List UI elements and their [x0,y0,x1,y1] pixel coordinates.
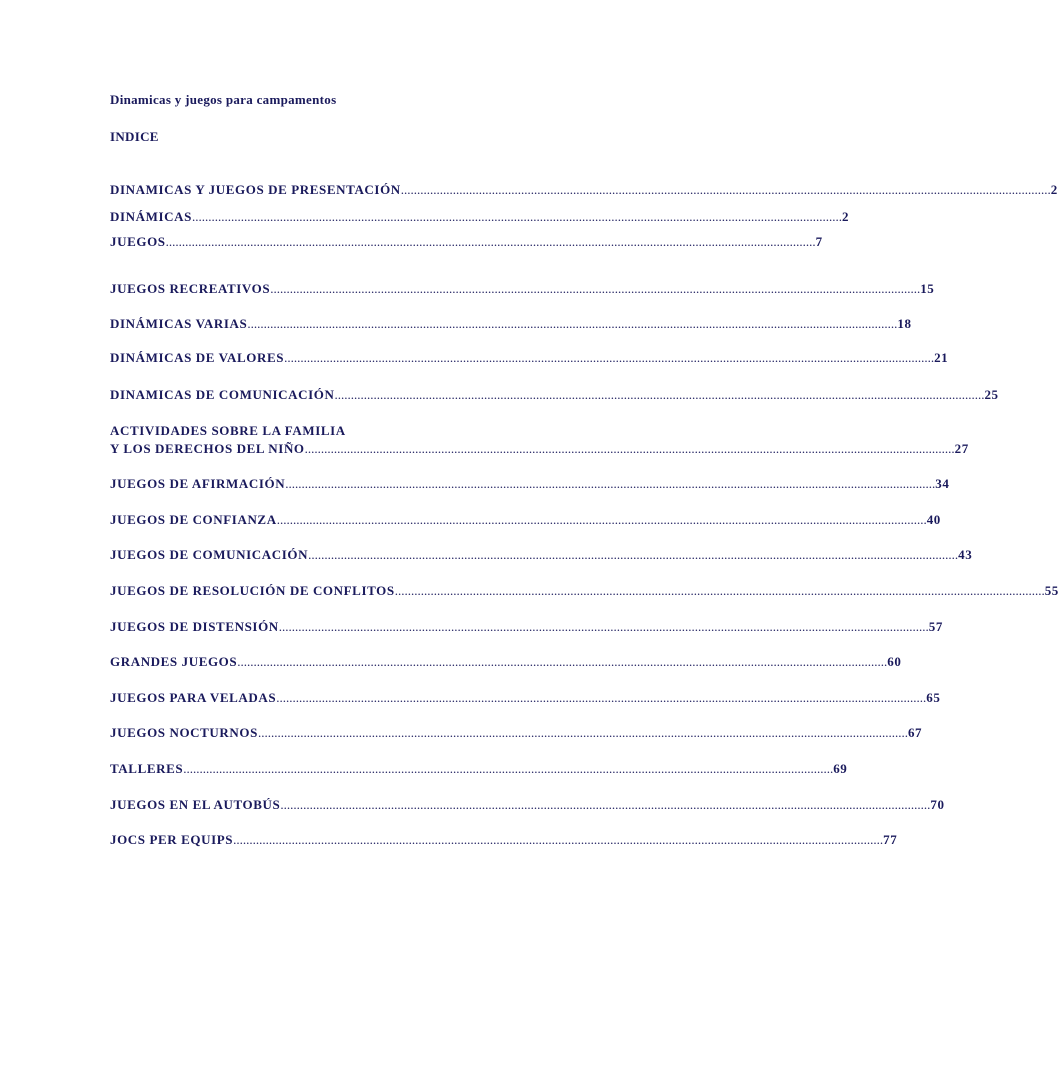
toc-entry-presentacion[interactable] [110,181,1058,199]
toc-entry-page: 55 [1044,583,1059,598]
toc-entry-label: GRANDES JUEGOS [110,654,238,669]
toc-dot-leader: ........................................................................................................................................................................................................ [278,619,929,634]
toc-entry-dinamicas-valores[interactable] [110,349,949,367]
toc-entry-label: JUEGOS DE COMUNICACIÓN [110,547,309,562]
toc-entry-label: JUEGOS EN EL AUTOBÚS [110,797,281,812]
toc-entry-juegos-afirmacion[interactable] [110,475,950,493]
toc-entry-juegos-comunicacion[interactable] [110,546,973,564]
toc-entry-label: JUEGOS NOCTURNOS [110,725,258,740]
toc-entry-page: 69 [833,761,848,776]
toc-dot-leader: ........................................................................................................................................................................................................ [280,797,931,812]
toc-entry-page: 18 [897,316,912,331]
toc-dot-leader: ........................................................................................................................................................................................................ [284,350,935,365]
index-heading: INDICE [110,129,159,144]
toc-entry-page: 40 [926,512,941,527]
toc-entry-label: DINÁMICAS [110,209,192,224]
toc-dot-leader: ........................................................................................................................................................................................................ [400,182,1051,197]
toc-entry-page: 21 [934,350,949,365]
toc-entry-label: JUEGOS DE DISTENSIÓN [110,619,279,634]
toc-dot-leader: ........................................................................................................................................................................................................ [191,209,842,224]
toc-dot-leader: ........................................................................................................................................................................................................ [304,441,955,456]
toc-entry-label: DINÁMICAS DE VALORES [110,350,285,365]
toc-entry-label: DINAMICAS DE COMUNICACIÓN [110,387,335,402]
toc-dot-leader: ........................................................................................................................................................................................................ [334,387,985,402]
toc-entry-label: JUEGOS RECREATIVOS [110,281,271,296]
toc-entry-page: 57 [928,619,943,634]
toc-dot-leader: ........................................................................................................................................................................................................ [394,583,1045,598]
toc-dot-leader: ........................................................................................................................................................................................................ [247,316,898,331]
document-title: Dinamicas y juegos para campamentos [110,92,337,107]
toc-entry-juegos-distension[interactable] [110,618,943,636]
toc-entry-page: 34 [935,476,950,491]
toc-entry-juegos-resolucion-conflitos[interactable] [110,582,1059,600]
toc-entry-label: DINÁMICAS VARIAS [110,316,248,331]
toc-entry-juegos-veladas[interactable] [110,689,941,707]
toc-entry-label: JUEGOS DE AFIRMACIÓN [110,476,286,491]
toc-dot-leader: ........................................................................................................................................................................................................ [257,725,908,740]
toc-entry-talleres[interactable] [110,760,848,778]
toc-entry-label: JUEGOS DE CONFIANZA [110,512,277,527]
toc-dot-leader: ........................................................................................................................................................................................................ [237,654,888,669]
toc-entry-label: JOCS PER EQUIPS [110,832,234,847]
toc-entry-label: DINAMICAS Y JUEGOS DE PRESENTACIÓN [110,182,401,197]
toc-entry-dinamicas-comunicacion[interactable] [110,386,999,404]
toc-entry-label: JUEGOS DE RESOLUCIÓN DE CONFLITOS [110,583,395,598]
toc-entry-label: JUEGOS [110,234,166,249]
toc-entry-label: Y LOS DERECHOS DEL NIÑO [110,441,305,456]
toc-entry-juegos[interactable] [110,233,823,251]
toc-entry-page: 25 [984,387,999,402]
toc-entry-page: 77 [883,832,898,847]
toc-entry-label: JUEGOS PARA VELADAS [110,690,277,705]
toc-entry-juegos-recreativos[interactable] [110,280,935,298]
toc-entry-page: 70 [930,797,945,812]
toc-entry-juegos-confianza[interactable] [110,511,941,529]
toc-entry-page: 67 [907,725,923,740]
toc-entry-label-line1: ACTIVIDADES SOBRE LA FAMILIA [110,423,346,438]
toc-entry-page: 2 [841,209,850,224]
toc-entry-page: 15 [920,281,935,296]
toc-dot-leader: ........................................................................................................................................................................................................ [285,476,936,491]
toc-dot-leader: ........................................................................................................................................................................................................ [276,512,927,527]
toc-entry-page: 60 [887,654,902,669]
toc-dot-leader: ........................................................................................................................................................................................................ [308,547,959,562]
toc-entry-label: TALLERES [110,761,184,776]
toc-dot-leader: ........................................................................................................................................................................................................ [183,761,834,776]
toc-entry-juegos-autobus[interactable] [110,796,945,814]
toc-dot-leader: ........................................................................................................................................................................................................ [270,281,921,296]
toc-entry-jocs-per-equips[interactable] [110,831,898,849]
toc-entry-dinamicas[interactable] [110,208,850,226]
toc-entry-page: 27 [954,441,969,456]
toc-dot-leader: ........................................................................................................................................................................................................ [276,690,927,705]
toc-entry-page: 65 [926,690,941,705]
toc-entry-page: 43 [958,547,973,562]
toc-dot-leader: ........................................................................................................................................................................................................ [233,832,884,847]
toc-entry-juegos-nocturnos[interactable] [110,724,923,742]
toc-entry-actividades-familia[interactable] [110,422,969,458]
toc-dot-leader: ........................................................................................................................................................................................................ [165,234,816,249]
toc-entry-page: 2 [1050,182,1058,197]
toc-entry-dinamicas-varias[interactable] [110,315,912,333]
toc-entry-grandes-juegos[interactable] [110,653,902,671]
toc-entry-page: 7 [815,234,823,249]
